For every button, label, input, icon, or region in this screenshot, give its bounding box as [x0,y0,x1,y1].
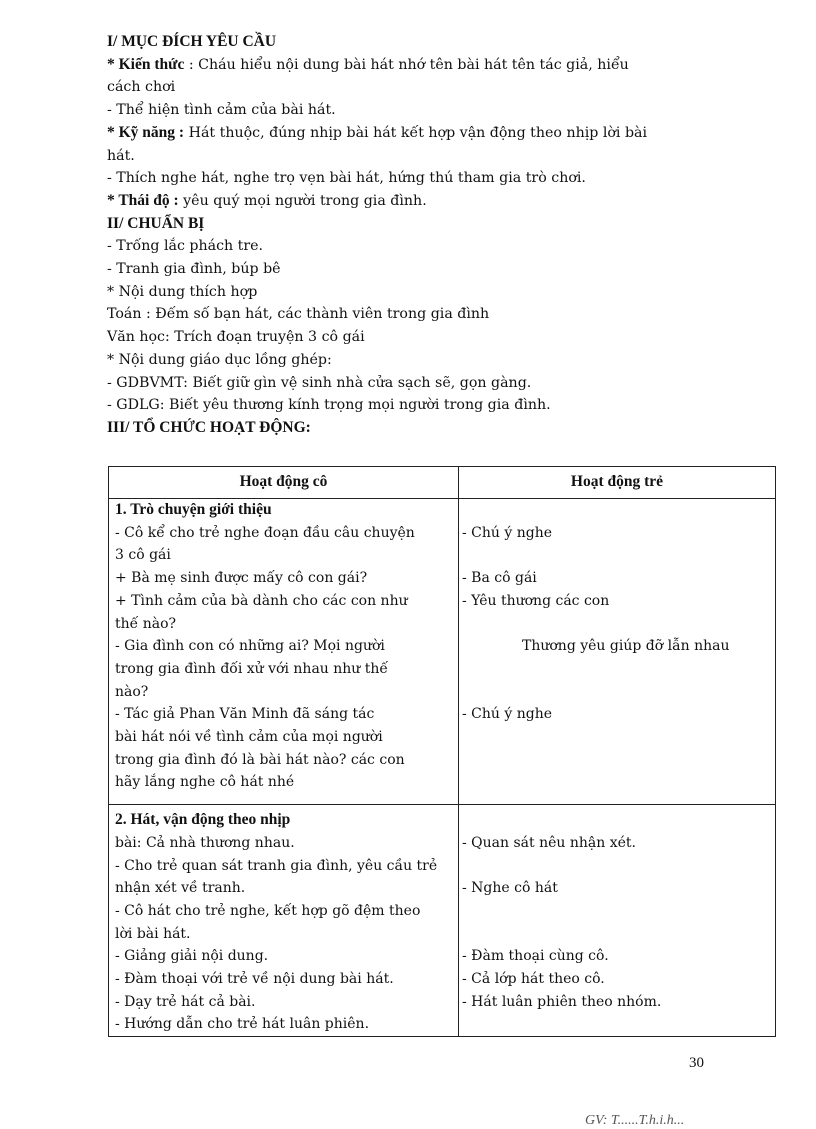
child-response: - Đàm thoại cùng cô. [462,948,609,965]
list-item: 3 cô gái [115,547,171,564]
list-item: thế nào? [115,615,177,632]
child-response: - Yêu thương các con [462,592,610,609]
list-item: - Gia đình con có những ai? Mọi người [115,638,385,655]
list-item: hãy lắng nghe cô hát nhé [115,774,295,791]
prep-line: Văn học: Trích đoạn truyện 3 cô gái [107,329,365,346]
list-item: - Đàm thoại với trẻ về nội dung bài hát. [115,971,394,988]
section3-heading: III/ TỔ CHỨC HOẠT ĐỘNG: [107,418,311,436]
knowledge-label: * Kiến thức [107,55,185,73]
list-item: nào? [115,683,149,700]
part2-title: 2. Hát, vận động theo nhịp [115,811,291,829]
header-teacher-activity: Hoạt động cô [109,467,459,499]
part2-child-cell [459,805,776,1037]
activity-table [108,466,776,1037]
skill-label: * Kỹ năng : [107,123,185,141]
list-item: trong gia đình đối xử với nhau như thế [115,660,389,677]
list-item: trong gia đình đó là bài hát nào? các con [115,751,405,768]
intro-block [107,31,747,440]
prep-line: * Nội dung giáo dục lồng ghép: [107,351,332,368]
section2-heading: II/ CHUẨN BỊ [107,214,205,232]
part2-teacher-cell [109,805,459,1037]
list-item: + Tình cảm của bà dành cho các con như [115,592,408,609]
part1-title: 1. Trò chuyện giới thiệu [115,501,272,518]
footer-fragment: GV: T......T.h.i.h... [585,1113,685,1128]
prep-line: - GDLG: Biết yêu thương kính trọng mọi người trong gia đình. [107,397,551,414]
list-item: bài hát nói về tình cảm của mọi người [115,729,383,746]
section1-heading: I/ MỤC ĐÍCH YÊU CẦU [107,33,277,50]
list-item: - Hướng dẫn cho trẻ hát luân phiên. [115,1016,370,1033]
prep-line: Toán : Đếm số bạn hát, các thành viên trong gia đình [107,306,490,323]
skill-continuation: hát. [107,147,135,164]
part1-teacher-cell [109,499,459,805]
child-response: - Quan sát nêu nhận xét. [462,834,636,851]
list-item: bài: Cả nhà thương nhau. [115,834,295,851]
list-item: - Giảng giải nội dung. [115,948,269,965]
knowledge-continuation: cách chơi [107,79,176,96]
knowledge-text: : Cháu hiểu nội dung bài hát nhớ tên bài hát tên tác giả, hiểu [184,56,629,73]
skill-line [107,122,747,145]
attitude-line [107,190,747,213]
list-item: - Dạy trẻ hát cả bài. [115,993,256,1010]
skill-line-2: - Thích nghe hát, nghe trọ vẹn bài hát, hứng thú tham gia trò chơi. [107,170,586,187]
knowledge-line-2: - Thể hiện tình cảm của bài hát. [107,102,336,119]
list-item: + Bà mẹ sinh được mấy cô con gái? [115,570,368,587]
child-response: - Chú ý nghe [462,524,553,541]
attitude-label: * Thái độ : [107,191,179,209]
list-item: lời bài hát. [115,925,191,942]
child-response: - Hát luân phiên theo nhóm. [462,993,662,1010]
table-header-row [109,467,776,499]
child-response: - Cả lớp hát theo cô. [462,971,605,987]
list-item: - Cô hát cho trẻ nghe, kết hợp gõ đệm theo [115,902,421,919]
part1-child-cell [459,499,776,805]
list-item: - Cô kể cho trẻ nghe đoạn đầu câu chuyện [115,524,415,541]
prep-line: - Tranh gia đình, búp bê [107,261,281,278]
child-response: - Chú ý nghe [462,706,553,723]
page-number: 30 [689,1055,704,1071]
prep-line: - GDBVMT: Biết giữ gìn vệ sinh nhà cửa sạch sẽ, gọn gàng. [107,374,532,391]
header-child-activity: Hoạt động trẻ [459,467,776,499]
list-item: - Tác giả Phan Văn Minh đã sáng tác [115,706,375,723]
skill-text: Hát thuộc, đúng nhịp bài hát kết hợp vận động theo nhịp lời bài [184,124,648,141]
knowledge-line [107,54,747,77]
list-item: - Cho trẻ quan sát tranh gia đình, yêu cầu trẻ [115,857,438,874]
attitude-text: yêu quý mọi người trong gia đình. [178,192,427,209]
prep-line: * Nội dung thích hợp [107,283,258,300]
child-response: - Ba cô gái [462,570,537,587]
list-item: nhận xét về tranh. [115,880,246,897]
child-response: Thương yêu giúp đỡ lẫn nhau [522,638,730,655]
table-row-part1 [109,499,776,805]
prep-line: - Trống lắc phách tre. [107,238,264,255]
table-row-part2 [109,805,776,1037]
child-response: - Nghe cô hát [462,880,558,897]
